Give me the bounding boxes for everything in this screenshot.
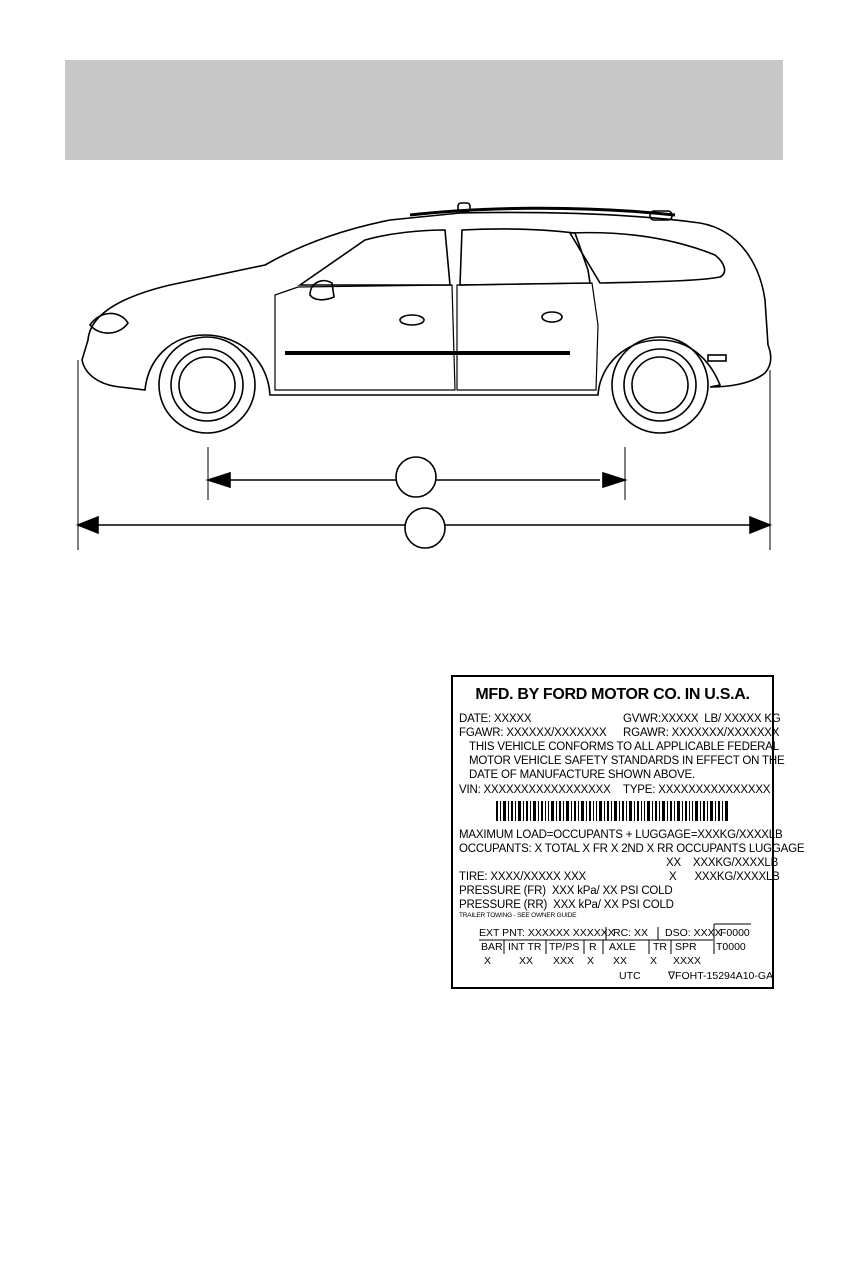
label-tire: TIRE: XXXX/XXXXX XXX [459,871,587,883]
label-val-tr: X [650,955,658,967]
vehicle-certification-label [451,675,805,989]
label-conformity-line-2: MOTOR VEHICLE SAFETY STANDARDS IN EFFECT ON THE [469,755,785,767]
label-type: TYPE: XXXXXXXXXXXXXXX [623,784,771,796]
label-fgawr: FGAWR: XXXXXX/XXXXXXX [459,727,607,739]
label-occupants: OCCUPANTS: X TOTAL X FR X 2ND X RR OCCUPANTS LUGGAGE [459,843,805,855]
label-f-code: F0000 [720,927,750,939]
label-part-number: ∇FOHT-15294A10-GA [668,970,774,982]
label-val-axle: XX [613,955,628,967]
label-col-spr: SPR [675,941,697,953]
label-occupant-values-1: XX XXXKG/XXXXLB [666,857,779,869]
label-rc: RC: XX [613,927,649,939]
label-val-spr: XXXX [673,955,702,967]
label-title: MFD. BY FORD MOTOR CO. IN U.S.A. [475,686,750,703]
label-t-code: T0000 [716,941,746,953]
label-conformity-line-1: THIS VEHICLE CONFORMS TO ALL APPLICABLE FEDERAL [469,741,779,753]
header-band [65,60,783,160]
label-vin: VIN: XXXXXXXXXXXXXXXXX [459,784,611,796]
label-max-load: MAXIMUM LOAD=OCCUPANTS + LUGGAGE=XXXKG/XXXXLB [459,829,783,841]
label-pressure-rear: PRESSURE (RR) XXX kPa/ XX PSI COLD [459,899,674,911]
label-col-int-tr: INT TR [508,941,542,953]
label-date: DATE: XXXXX [459,713,532,725]
label-val-int-tr: XX [519,955,534,967]
label-col-tr: TR [653,941,667,953]
label-val-r: X [587,955,595,967]
label-conformity-line-3: DATE OF MANUFACTURE SHOWN ABOVE. [469,769,695,781]
label-utc: UTC [619,970,641,982]
label-dso: DSO: XXXX [665,927,722,939]
label-ext-paint: EXT PNT: XXXXXX XXXXXX [479,927,615,939]
label-pressure-front: PRESSURE (FR) XXX kPa/ XX PSI COLD [459,885,673,897]
label-val-tp-ps: XXX [553,955,575,967]
label-val-bar: X [484,955,492,967]
label-col-axle: AXLE [609,941,636,953]
station-wagon-side-view-icon [60,185,790,560]
label-trailer-note: TRAILER TOWING - SEE OWNER GUIDE [459,912,577,919]
label-col-bar: BAR [481,941,503,953]
label-col-r: R [589,941,597,953]
label-col-tp-ps: TP/PS [549,941,580,953]
label-gvwr: GVWR:XXXXX LB/ XXXXX KG [623,713,781,725]
label-occupant-values-2: X XXXKG/XXXXLB [669,871,780,883]
label-rgawr: RGAWR: XXXXXXX/XXXXXXX [623,727,780,739]
